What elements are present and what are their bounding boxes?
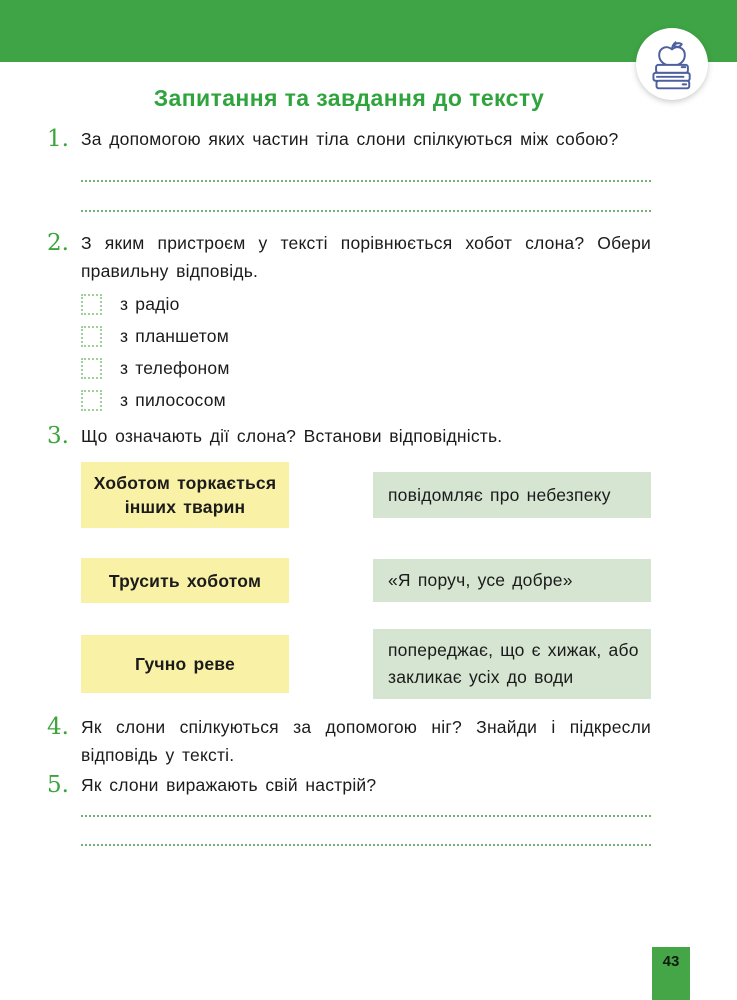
option-row xyxy=(81,358,651,379)
option-label: з планшетом xyxy=(120,326,229,346)
matching-left-box[interactable] xyxy=(81,558,289,603)
option-row xyxy=(81,294,651,315)
question-1 xyxy=(47,125,651,153)
page-content xyxy=(47,62,651,846)
question-4-number: 4. xyxy=(47,714,69,740)
answer-line[interactable] xyxy=(81,843,651,846)
answer-checkbox[interactable] xyxy=(81,358,102,379)
answer-checkbox[interactable] xyxy=(81,294,102,315)
matching-left-box[interactable] xyxy=(81,635,289,693)
option-row xyxy=(81,326,651,347)
matching-row xyxy=(81,629,651,699)
quiz-options xyxy=(81,294,651,411)
matching-right-text: повідомляє про небезпеку xyxy=(388,484,611,505)
question-2-number: 2. xyxy=(47,230,69,256)
option-row xyxy=(81,390,651,411)
question-4-text: Як слони спілкуються за допомогою ніг? Знайди і підкресли відповідь у тексті. xyxy=(81,717,651,765)
matching-row xyxy=(81,558,651,603)
question-5-text: Як слони виражають свій настрій? xyxy=(81,775,377,795)
question-2 xyxy=(47,229,651,285)
page-number-tab xyxy=(652,947,690,1000)
question-4 xyxy=(47,713,651,769)
matching-left-text: Хоботом торкається інших тварин xyxy=(93,473,277,517)
page-title: Запитання та завдання до тексту xyxy=(153,85,545,111)
header-band xyxy=(0,0,737,62)
answer-line[interactable] xyxy=(81,209,651,212)
question-3 xyxy=(47,422,651,450)
matching-right-box[interactable] xyxy=(373,629,651,699)
option-label: з пилососом xyxy=(120,390,226,410)
matching-right-box[interactable] xyxy=(373,559,651,602)
option-label: з радіо xyxy=(120,294,180,314)
matching-left-box[interactable] xyxy=(81,462,289,528)
question-3-number: 3. xyxy=(47,423,69,449)
matching-exercise xyxy=(81,462,651,699)
question-5-number: 5. xyxy=(47,772,69,798)
question-3-text: Що означають дії слона? Встанови відповідність. xyxy=(81,426,503,446)
question-1-number: 1. xyxy=(47,126,69,152)
matching-right-text: «Я поруч, усе добре» xyxy=(388,570,573,590)
matching-left-text: Гучно реве xyxy=(135,654,235,674)
answer-checkbox[interactable] xyxy=(81,326,102,347)
matching-right-text: попереджає, що є хижак, або закликає усіх до води xyxy=(388,640,639,687)
answer-line[interactable] xyxy=(81,814,651,817)
matching-row xyxy=(81,462,651,528)
apple-on-books-icon xyxy=(649,37,695,91)
option-label: з телефоном xyxy=(120,358,230,378)
question-5 xyxy=(47,771,651,799)
question-1-text: За допомогою яких частин тіла слони спілкуються між собою? xyxy=(81,129,619,149)
answer-checkbox[interactable] xyxy=(81,390,102,411)
matching-right-box[interactable] xyxy=(373,472,651,518)
question-2-text: З яким пристроєм у тексті порівнюється хобот слона? Обери правильну відповідь. xyxy=(81,233,651,281)
answer-line[interactable] xyxy=(81,179,651,182)
page-number: 43 xyxy=(662,953,680,970)
matching-left-text: Трусить хоботом xyxy=(108,570,262,591)
